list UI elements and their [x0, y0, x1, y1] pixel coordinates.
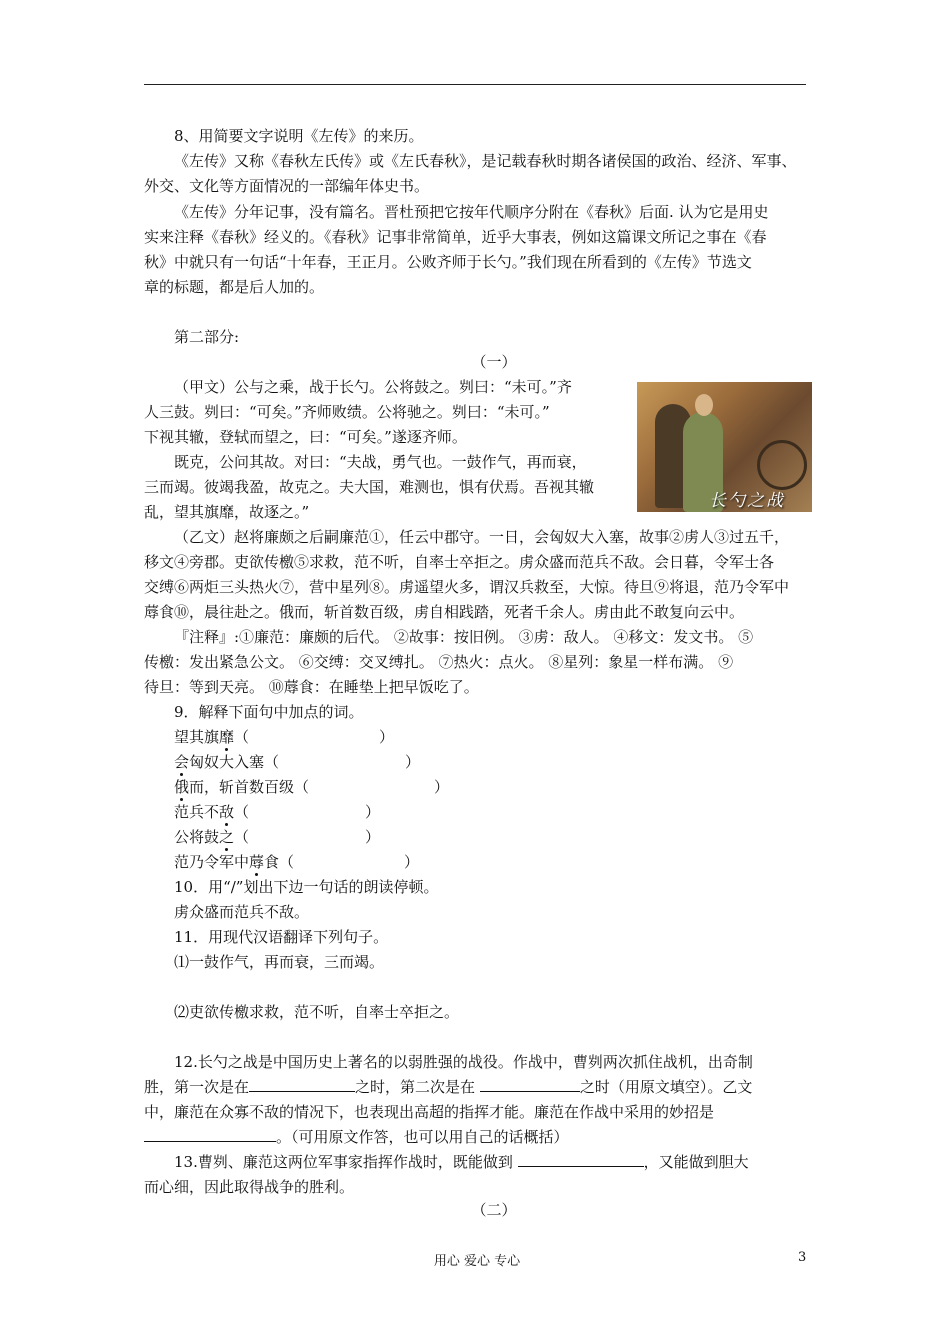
q12-text: 胜，第一次是在 — [144, 1078, 250, 1096]
fill-blank-2[interactable] — [480, 1075, 580, 1092]
q13-text: 13.曹刿、廉范这两位军事家指挥作战时，既能做到 — [174, 1153, 513, 1171]
figure-head — [695, 394, 713, 416]
q9-item — [174, 800, 840, 825]
page-number: 3 — [798, 1250, 807, 1265]
section-1-heading: （一） — [471, 353, 517, 371]
section-2-heading: （二） — [471, 1201, 517, 1219]
page-footer: 用心 爱心 专心 — [433, 1254, 521, 1269]
item-text: ） — [404, 853, 420, 871]
chariot-wheel — [757, 440, 807, 490]
item-text: ） — [379, 728, 395, 746]
jia-line4: 既克，公问其故。对曰：“夫战，勇气也。一鼓作气，再而衰， — [174, 453, 587, 471]
jia-line2: 人三鼓。刿曰：“可矣。”齐师败绩。公将驰之。刿曰：“未可。” — [144, 403, 550, 421]
item-text: （ — [234, 728, 250, 746]
yi-line2: 移文④旁郡。吏欲传檄⑤求救，范不听，自率士卒拒之。虏众盛而范兵不敌。会日暮，令军士各 — [144, 553, 775, 571]
q8-para1-line2: 外交、文化等方面情况的一部编年体史书。 — [144, 177, 430, 195]
item-text: 望其旗 — [174, 728, 220, 746]
q13-line1 — [174, 1150, 840, 1175]
q9-item — [174, 750, 840, 775]
q9-title: 9．解释下面句中加点的词。 — [174, 703, 364, 721]
q12-line4 — [144, 1125, 810, 1150]
dotted-word: 俄 — [174, 778, 190, 796]
q9-item — [174, 725, 840, 750]
item-text: ） — [365, 828, 381, 846]
item-text: ） — [405, 753, 421, 771]
q11-sentence2: ⑵吏欲传檄求救，范不听，自率士卒拒之。 — [174, 1003, 460, 1021]
notes-line1: 『注释』:①廉范：廉颇的后代。 ②故事：按旧例。 ③虏：敌人。 ④移文：发文书。 ⑤ — [174, 628, 754, 646]
item-text: 公将鼓 — [174, 828, 220, 846]
q11-title: 11．用现代汉语翻译下列句子。 — [174, 928, 389, 946]
q9-item — [174, 825, 840, 850]
item-text: ） — [434, 778, 450, 796]
dotted-word: 会 — [174, 753, 190, 771]
q12-line1: 12.长勺之战是中国历史上著名的以弱胜强的战役。作战中，曹刿两次抓住战机，出奇制 — [174, 1053, 753, 1071]
dotted-word: 敌 — [219, 803, 235, 821]
jia-line5: 三而竭。彼竭我盈，故克之。夫大国，难测也，惧有伏焉。吾视其辙 — [144, 478, 595, 496]
q8-para1-line1: 《左传》又称《春秋左氏传》或《左氏春秋》，是记载春秋时期各诸侯国的政治、经济、军事、 — [174, 152, 797, 170]
dotted-word: 蓐 — [249, 853, 265, 871]
item-text: 匈奴大入塞（ — [189, 753, 280, 771]
item-text: 食（ — [264, 853, 295, 871]
q9-item — [174, 775, 840, 800]
dotted-word: 靡 — [219, 728, 235, 746]
q12-text: 之时，第二次是在 — [355, 1078, 476, 1096]
item-text: 而，斩首数百级（ — [189, 778, 310, 796]
item-text: 范乃令军中 — [174, 853, 250, 871]
q13-text: ，又能做到胆大 — [643, 1153, 749, 1171]
q10-sentence: 虏众盛而范兵不敌。 — [174, 903, 310, 921]
q8-para2-line3: 秋》中就只有一句话“十年春，王正月。公败齐师于长勺。”我们现在所看到的《左传》节选文 — [144, 253, 752, 271]
notes-line2: 传檄：发出紧急公文。 ⑥交缚：交叉缚扎。 ⑦热火：点火。 ⑧星列：象星一样布满。 ⑨ — [144, 653, 734, 671]
yi-line4: 蓐食⑩，晨往赴之。俄而，斩首数百级，虏自相践踏，死者千余人。虏由此不敢复向云中。 — [144, 603, 745, 621]
fill-blank-3[interactable] — [144, 1125, 276, 1142]
jia-line6: 乱，望其旗靡，故逐之。” — [144, 503, 310, 521]
q12-text: 之时（用原文填空）。乙文 — [579, 1078, 753, 1096]
q9-item — [174, 850, 840, 875]
q11-sentence1: ⑴一鼓作气，再而衰，三而竭。 — [174, 953, 385, 971]
q8-title: 8、用简要文字说明《左传》的来历。 — [174, 127, 424, 145]
battle-illustration — [637, 382, 812, 512]
q13-line2: 而心细，因此取得战争的胜利。 — [144, 1178, 355, 1196]
q12-line2 — [144, 1075, 810, 1100]
jia-line3: 下视其辙，登轼而望之，曰：“可矣。”遂逐齐师。 — [144, 428, 467, 446]
dotted-word: 之 — [219, 828, 235, 846]
q8-para2-line1: 《左传》分年记事，没有篇名。晋杜预把它按年代顺序分附在《春秋》后面. 认为它是用史 — [174, 203, 769, 221]
fill-blank-1[interactable] — [249, 1075, 355, 1092]
q12-line3: 中，廉范在众寡不敌的情况下，也表现出高超的指挥才能。廉范在作战中采用的妙招是 — [144, 1103, 715, 1121]
part2-heading: 第二部分: — [174, 328, 240, 346]
header-rule — [144, 84, 806, 85]
q8-para2-line2: 实来注释《春秋》经义的。《春秋》记事非常简单，近乎大事表，例如这篇课文所记之事在《春 — [144, 228, 767, 246]
picture-caption: 长勺之战 — [709, 491, 785, 511]
jia-line1: （甲文）公与之乘，战于长勺。公将鼓之。刿曰：“未可。”齐 — [174, 378, 572, 396]
item-text: （ — [234, 828, 250, 846]
notes-line3: 待旦：等到天亮。 ⑩蓐食：在睡垫上把早饭吃了。 — [144, 678, 479, 696]
fill-blank-4[interactable] — [518, 1150, 644, 1167]
item-text: （ — [234, 803, 250, 821]
q10-title: 10．用“/”划出下边一句话的朗读停顿。 — [174, 878, 439, 896]
item-text: 范兵不 — [174, 803, 220, 821]
yi-line3: 交缚⑥两炬三头热火⑦，营中星列⑧。虏遥望火多，谓汉兵救至，大惊。待旦⑨将退，范乃令军中 — [144, 578, 790, 596]
q8-para2-line4: 章的标题，都是后人加的。 — [144, 278, 325, 296]
yi-line1: （乙文）赵将廉颇之后嗣廉范①，任云中郡守。一日，会匈奴大入塞，故事②虏人③过五千， — [174, 528, 790, 546]
item-text: ） — [365, 803, 381, 821]
q12-text: 。（可用原文作答，也可以用自己的话概括） — [276, 1128, 569, 1146]
